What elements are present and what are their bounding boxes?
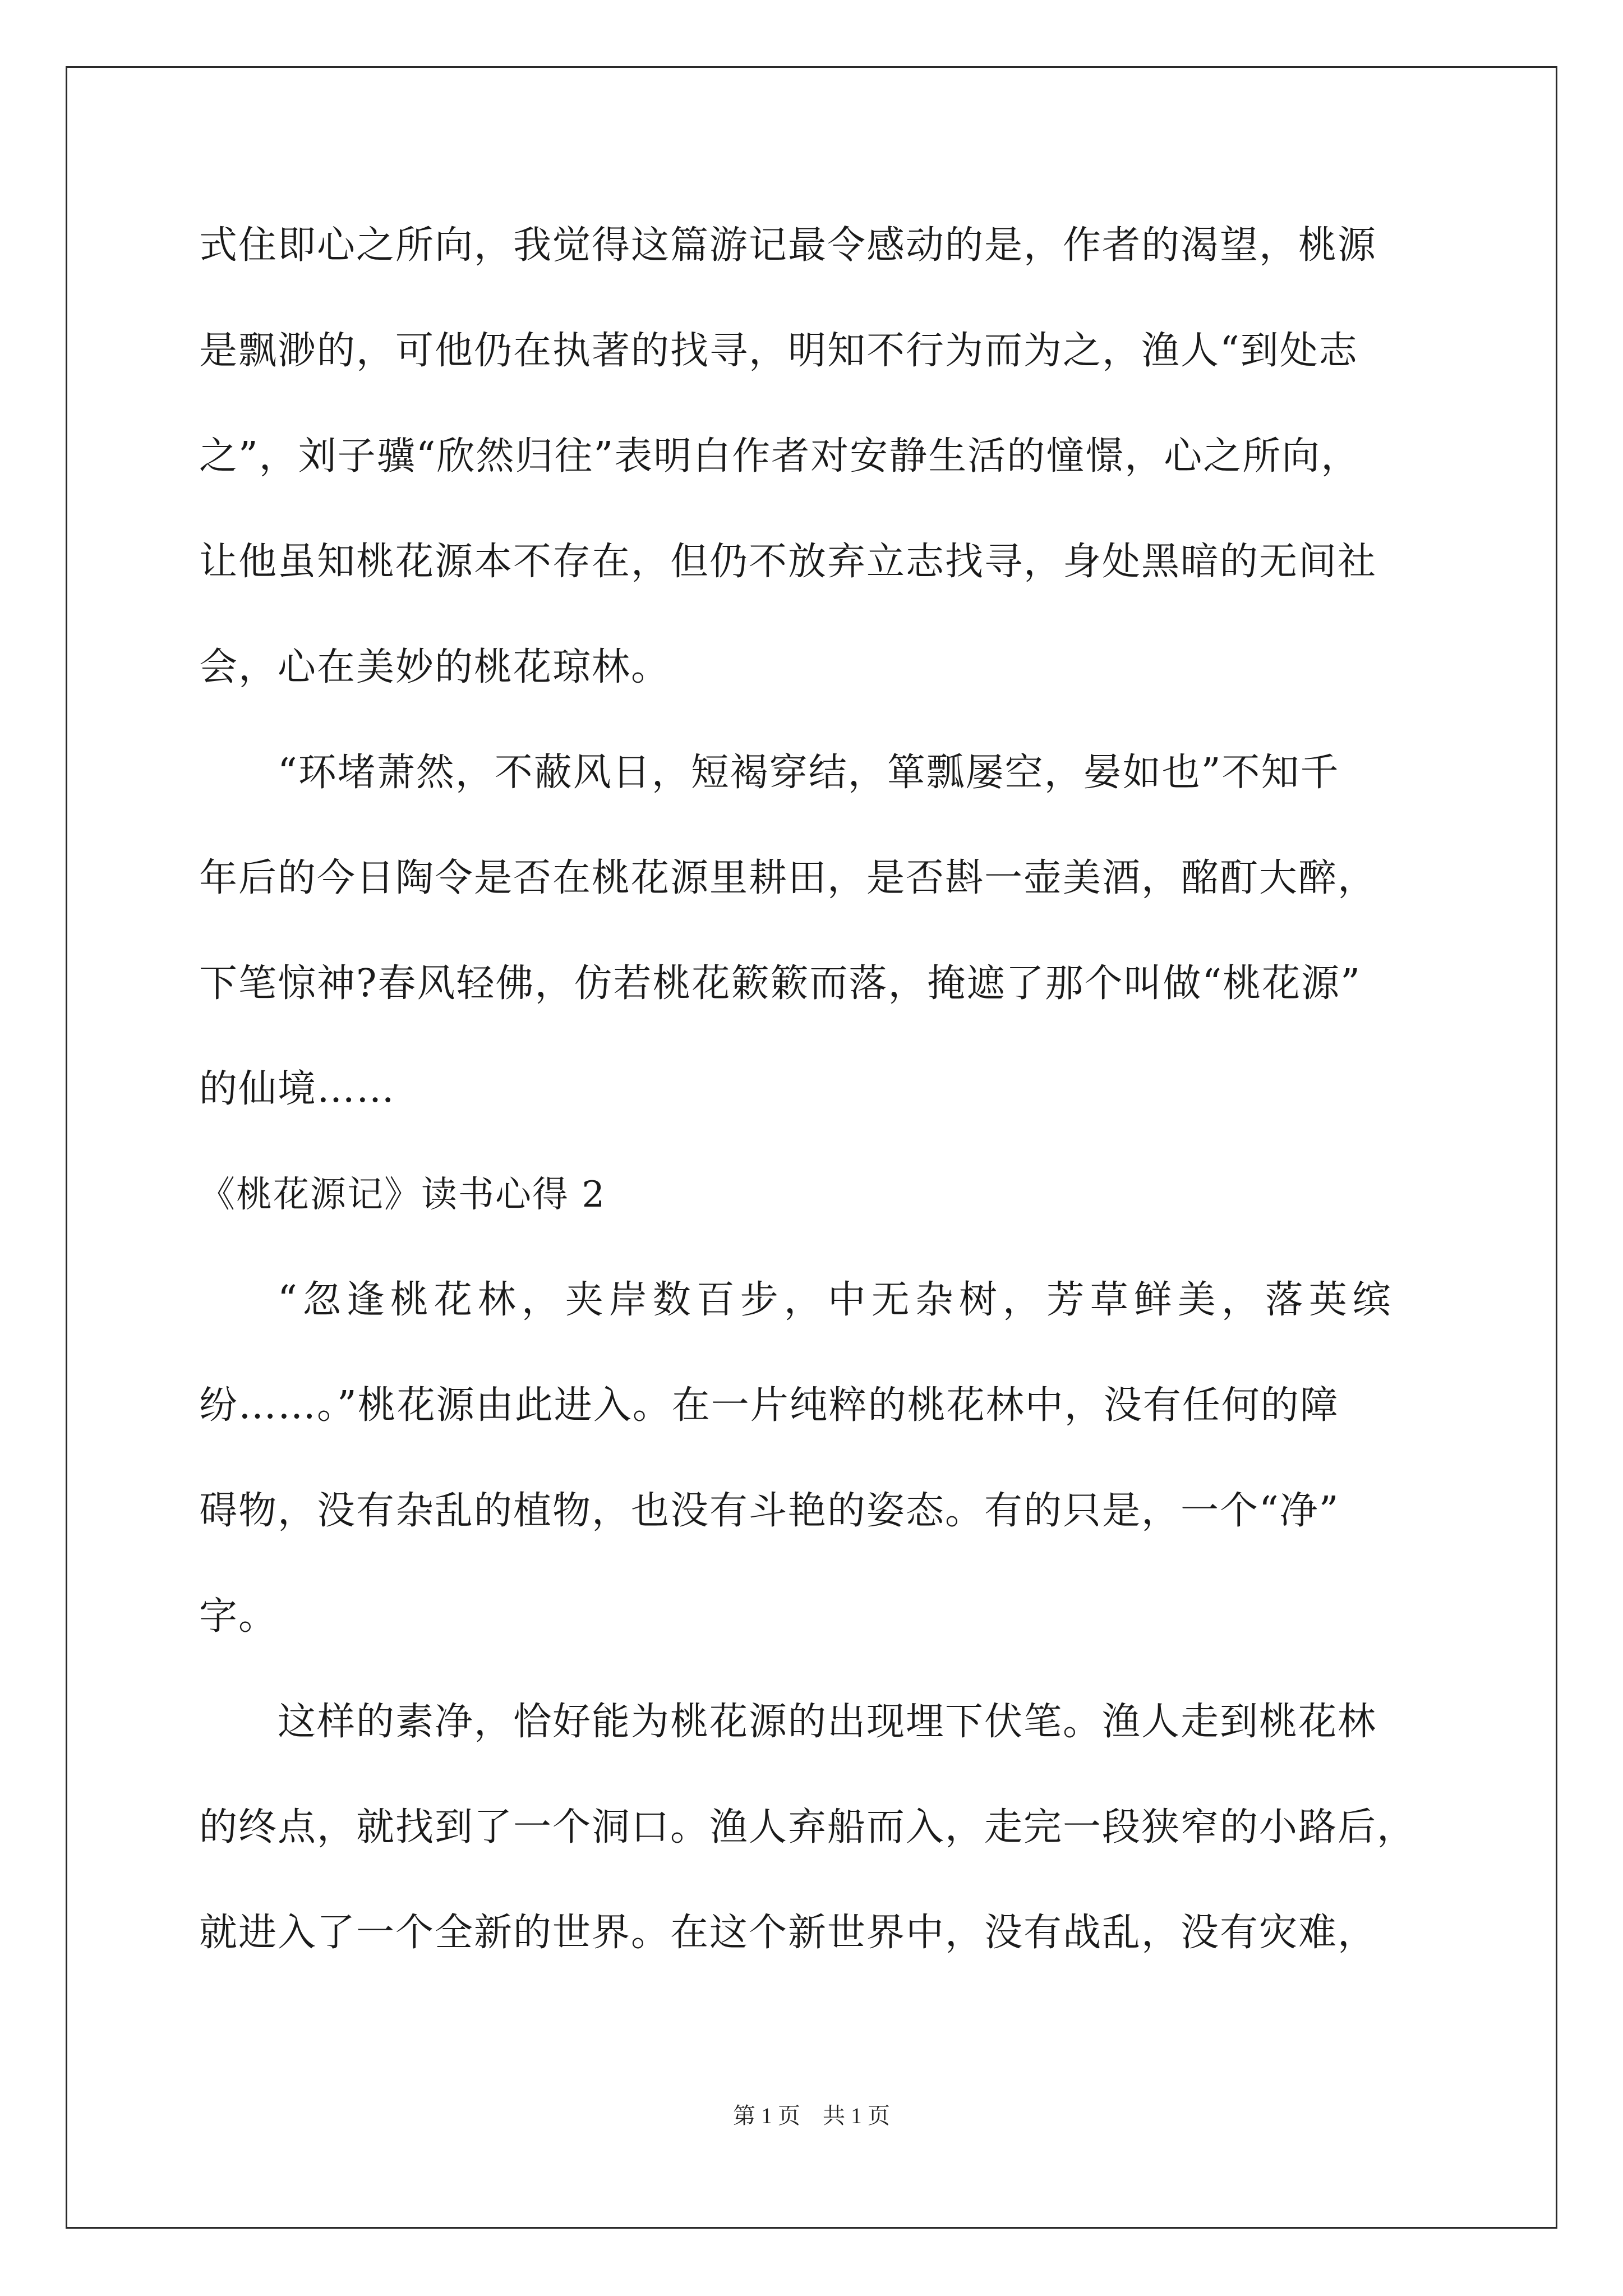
paragraph-line: “环堵萧然，不蔽风日，短褐穿结，箪瓢屡空，晏如也”不知千	[278, 751, 1340, 795]
paragraph-line: 之”，刘子骥“欣然归往”表明白作者对安静生活的憧憬，心之所向，	[199, 434, 1361, 478]
paragraph-line: “忽逢桃花林，夹岸数百步，中无杂树，芳草鲜美，落英缤	[278, 1278, 1396, 1322]
paragraph-line: 的终点，就找到了一个洞口。渔人弃船而入，走完一段狭窄的小路后，	[199, 1805, 1417, 1849]
paragraph-line: 碍物，没有杂乱的植物，也没有斗艳的姿态。有的只是，一个“净”	[199, 1489, 1340, 1533]
paragraph-line: 让他虽知桃花源本不存在，但仍不放弃立志找寻，身处黑暗的无间社	[199, 540, 1377, 584]
paragraph-line: 的仙境……	[199, 1067, 396, 1111]
paragraph-line: 式住即心之所向，我觉得这篇游记最令感动的是，作者的渴望，桃源	[199, 223, 1377, 268]
page-footer: 第 1 页 共 1 页	[733, 2103, 890, 2128]
paragraph-line: 年后的今日陶令是否在桃花源里耕田，是否斟一壶美酒，酩酊大醉，	[199, 856, 1377, 900]
paragraph-line: 就进入了一个全新的世界。在这个新世界中，没有战乱，没有灾难，	[199, 1911, 1377, 1955]
paragraph-line: 下笔惊神?春风轻佛，仿若桃花簌簌而落，掩遮了那个叫做“桃花源”	[199, 961, 1361, 1006]
page-border	[66, 66, 1557, 2229]
paragraph-line: 这样的素净，恰好能为桃花源的出现埋下伏笔。渔人走到桃花林	[278, 1700, 1377, 1744]
paragraph-line: 纷……。”桃花源由此进入。在一片纯粹的桃花林中，没有任何的障	[199, 1383, 1339, 1428]
paragraph-line: 会，心在美妙的桃花琼林。	[199, 645, 671, 689]
section-heading: 《桃花源记》读书心得 2	[199, 1174, 606, 1216]
paragraph-line: 字。	[199, 1594, 278, 1639]
paragraph-line: 是飘渺的，可他仍在执著的找寻，明知不行为而为之，渔人“到处志	[199, 329, 1358, 373]
